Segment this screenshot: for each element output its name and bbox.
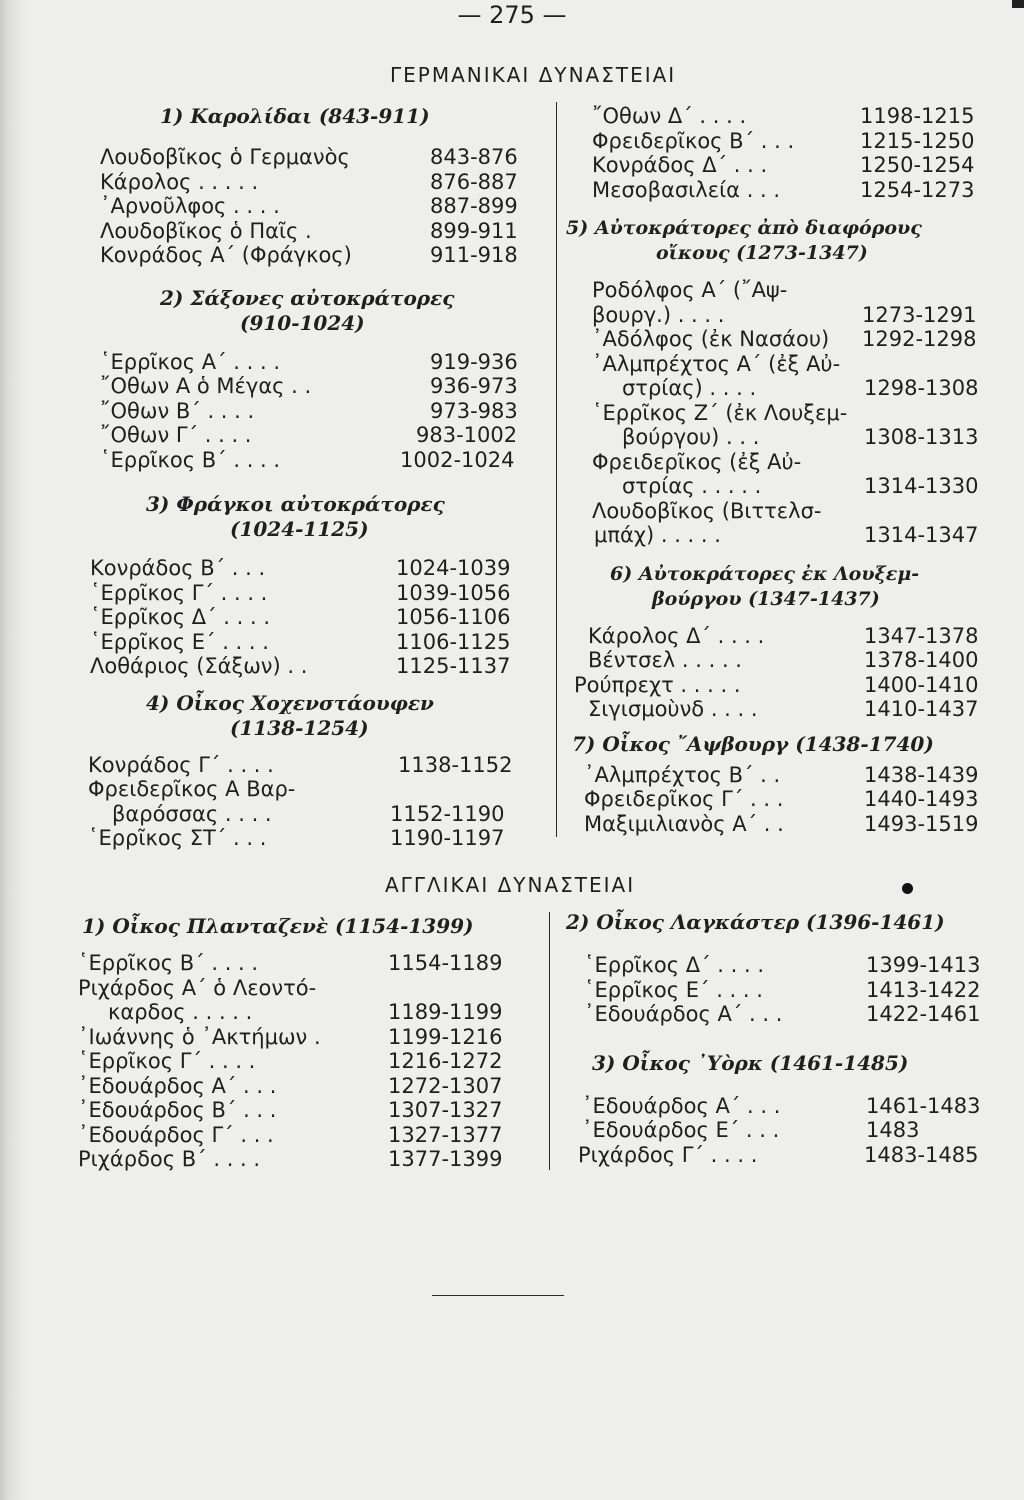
ruler-dates: 1292-1298 (862, 327, 977, 351)
ruler-name: ῾Ερρῖκος Δ΄ . . . . (584, 953, 765, 977)
ruler-row (582, 1094, 1006, 1119)
ruler-name: ῾Ερρῖκος Ε΄ . . . . (584, 977, 763, 1002)
ruler-dates: 1493-1519 (864, 811, 979, 836)
ruler-dates: 1327-1377 (388, 1122, 503, 1147)
ruler-row (574, 672, 1006, 698)
ruler-name: ᾿Εδουάρδος Α΄ . . . (584, 1002, 783, 1026)
ruler-dates: 1307-1327 (388, 1098, 503, 1122)
ruler-row (584, 787, 1006, 812)
ruler-dates: 1154-1189 (388, 951, 503, 975)
ruler-dates: 1138-1152 (398, 752, 513, 777)
ruler-name: βούργου) . . . (622, 425, 760, 449)
german-dynasties-heading: ΓΕΡΜΑΝΙΚΑΙ ΔΥΝΑΣΤΕΙΑΙ (390, 63, 677, 87)
ruler-dates: 1314-1347 (864, 523, 979, 547)
ruler-name: Ριχάρδος Α΄ ὁ Λεοντό- (78, 975, 317, 1000)
section-title-dates: βούργου (1347-1437) (652, 587, 880, 610)
ruler-name: ᾿Εδουάρδος Γ΄ . . . (78, 1122, 274, 1147)
ruler-row (78, 976, 543, 1001)
ruler-row (592, 153, 1006, 178)
section-title: 6) Αὐτοκράτορες ἐκ Λουξεμ- (610, 562, 920, 585)
german-left-column (80, 104, 545, 851)
ruler-name: Κάρολος . . . . . (100, 169, 259, 194)
english-right-column (566, 910, 1006, 1167)
ruler-name: ῎Οθων Α ὁ Μέγας . . (100, 374, 312, 398)
ruler-row (592, 178, 1006, 203)
ruler-name: Ριχάρδος Β΄ . . . . (78, 1147, 261, 1171)
ruler-name: Ριχάρδος Γ΄ . . . . (578, 1142, 758, 1167)
ruler-name: ῾Ερρῖκος Γ΄ . . . . (78, 1049, 256, 1073)
ruler-row (90, 654, 545, 679)
ruler-row (88, 826, 545, 851)
ruler-row (100, 374, 545, 399)
english-column-divider (549, 912, 550, 1170)
section-title: 1) Οἶκος Πλανταζενὲ (1154-1399) (82, 914, 474, 938)
ruler-dates: 887-899 (430, 194, 518, 218)
german-right-column (566, 104, 1006, 836)
ruler-name: Ροδόλφος Α΄ (῎Αψ- (592, 278, 788, 302)
ruler-name: ᾿Ιωάννης ὁ ᾿Ακτήμων . (78, 1024, 321, 1049)
page-number: — 275 — (457, 1, 567, 29)
ruler-name: βαρόσσας . . . . (112, 801, 272, 826)
ruler-dates: 1106-1125 (396, 629, 511, 654)
ruler-name: ῾Ερρῖκος Γ΄ . . . . (90, 580, 268, 605)
ruler-row (584, 812, 1006, 837)
ruler-dates: 1413-1422 (866, 977, 981, 1002)
ruler-name: Φρειδερῖκος (ἐξ Αὐ- (592, 449, 802, 474)
ruler-dates: 1461-1483 (866, 1093, 981, 1118)
footer-rule (432, 1295, 564, 1296)
ruler-row (578, 1142, 1006, 1168)
ruler-name: ῾Ερρῖκος Δ΄ . . . . (90, 605, 271, 629)
ruler-name: ῾Ερρῖκος ΣΤ΄ . . . (88, 826, 267, 850)
ruler-dates: 899-911 (430, 218, 518, 243)
ruler-name: ῾Ερρῖκος Ε΄ . . . . (90, 629, 269, 654)
ruler-dates: 876-887 (430, 169, 518, 194)
ruler-row (584, 763, 1006, 788)
ruler-row (90, 556, 545, 581)
ruler-name: Φρειδερῖκος Β΄ . . . (592, 128, 795, 153)
ruler-name: ῾Ερρῖκος Β΄ . . . . (78, 951, 259, 975)
section-hohenstaufen-continued (592, 104, 1006, 202)
ruler-dates: 1254-1273 (860, 177, 975, 202)
ruler-dates: 919-936 (430, 349, 518, 374)
ruler-name: ῎Οθων Β΄ . . . . (100, 398, 255, 423)
page-edge-shadow (0, 0, 26, 1500)
section-frankish-emperors (90, 492, 545, 679)
ruler-row (90, 581, 545, 606)
section-habsburg (566, 732, 1006, 837)
ruler-name: Μαξιμιλιανὸς Α΄ . . (584, 811, 784, 836)
ruler-row (588, 624, 1006, 649)
ruler-row (100, 170, 545, 195)
ruler-dates: 1190-1197 (390, 826, 505, 850)
ruler-dates: 1410-1437 (864, 697, 979, 721)
ruler-name: Κονράδος Γ΄ . . . . (88, 752, 274, 777)
ruler-dates: 1215-1250 (860, 128, 975, 153)
section-carolingians (100, 104, 545, 268)
ruler-dates: 1125-1137 (396, 654, 511, 678)
ruler-row (78, 1000, 543, 1025)
section-title: 5) Αὐτοκράτορες ἀπὸ διαφόρους (566, 217, 922, 239)
ruler-dates: 1273-1291 (862, 302, 977, 327)
section-title-dates: (910-1024) (240, 310, 365, 335)
ruler-name: Λοθάριος (Σάξων) . . (90, 654, 308, 678)
ruler-dates: 1039-1056 (396, 580, 511, 605)
ruler-row (100, 145, 545, 170)
ruler-name: καρδος . . . . . (108, 1000, 253, 1024)
ruler-row (584, 1002, 1006, 1027)
section-title: 2) Οἶκος Λαγκάστερ (1396-1461) (566, 910, 945, 934)
ruler-name: ᾿Εδουάρδος Α΄ . . . (78, 1073, 277, 1098)
ruler-dates: 1399-1413 (866, 953, 981, 977)
ruler-dates: 1400-1410 (864, 672, 979, 697)
ruler-dates: 843-876 (430, 145, 518, 169)
ruler-name: ᾿Αλμπρέχτος Β΄ . . (584, 762, 781, 787)
ruler-row (78, 1123, 543, 1148)
ruler-row (592, 425, 1006, 450)
ruler-dates: 1378-1400 (864, 648, 979, 672)
ruler-dates: 1308-1313 (864, 425, 979, 449)
ruler-dates: 1024-1039 (396, 556, 511, 580)
ruler-row (90, 630, 545, 655)
ruler-name: βουργ.) . . . . (592, 302, 725, 327)
ruler-dates: 1438-1439 (864, 762, 979, 787)
ruler-row (100, 448, 545, 473)
ruler-name: στρίας) . . . . (622, 376, 757, 400)
ruler-row (78, 1025, 543, 1050)
ruler-name: ῾Ερρῖκος Α΄ . . . . (100, 349, 281, 374)
ruler-name: Λουδοβῖκος ὁ Γερμανὸς (100, 145, 350, 169)
ruler-name: στρίας . . . . . (622, 474, 762, 498)
ruler-name: Κονράδος Α΄ (Φράγκος) (100, 243, 352, 267)
ruler-name: ᾿Αλμπρέχτος Α΄ (ἐξ Αὐ- (592, 351, 841, 376)
ruler-dates: 1002-1024 (400, 447, 515, 472)
ruler-dates: 1272-1307 (388, 1073, 503, 1098)
section-luxembourg (566, 562, 1006, 722)
section-title-dates: οἴκους (1273-1347) (656, 242, 868, 264)
section-hohenstaufen (88, 691, 545, 851)
ruler-dates: 1199-1216 (388, 1024, 503, 1049)
ruler-row (592, 327, 1006, 352)
ruler-name: ῎Οθων Γ΄ . . . . (100, 423, 252, 447)
ruler-row (592, 401, 1006, 426)
ruler-name: Λουδοβῖκος ὁ Παῖς . (100, 218, 312, 243)
ruler-name: Λουδοβῖκος (Βιττελσ- (592, 498, 822, 523)
ruler-name: ᾿Εδουάρδος Ε΄ . . . (582, 1118, 780, 1142)
ruler-dates: 1483 (866, 1118, 920, 1142)
section-title: 3) Φράγκοι αὐτοκράτορες (146, 492, 445, 516)
ruler-row (90, 605, 545, 630)
ruler-dates: 973-983 (430, 398, 518, 423)
section-title: 2) Σάξονες αὐτοκράτορες (160, 285, 455, 310)
ruler-dates: 1377-1399 (388, 1147, 503, 1171)
ruler-dates: 1216-1272 (388, 1049, 503, 1073)
ruler-row (592, 474, 1006, 499)
ruler-row (584, 953, 1006, 978)
german-column-divider (556, 102, 557, 837)
ruler-name: Σιγισμοὺνδ . . . . (588, 697, 758, 721)
ruler-row (592, 104, 1006, 129)
ruler-name: Φρειδερῖκος Γ΄ . . . (584, 787, 784, 811)
ruler-dates: 1314-1330 (864, 474, 979, 498)
ruler-dates: 1483-1485 (864, 1142, 979, 1167)
ruler-name: Κονράδος Δ΄ . . . (592, 153, 768, 177)
ruler-name: Βέντσελ . . . . . (588, 648, 742, 672)
section-title: 1) Καρολίδαι (843-911) (160, 104, 430, 128)
ruler-dates: 1440-1493 (864, 787, 979, 811)
ruler-name: Κάρολος Δ΄ . . . . (588, 623, 765, 648)
ruler-name: Φρειδερῖκος Α Βαρ- (88, 777, 296, 801)
section-title: 3) Οἶκος ᾿Υὸρκ (1461-1485) (592, 1050, 909, 1075)
ruler-name: ᾿Εδουάρδος Α΄ . . . (582, 1093, 781, 1118)
ruler-name: μπάχ) . . . . . (594, 523, 721, 547)
ruler-row (100, 399, 545, 424)
ruler-row (592, 278, 1006, 303)
ruler-row (78, 951, 543, 976)
ruler-row (592, 129, 1006, 154)
ruler-dates: 1189-1199 (388, 1000, 503, 1024)
ruler-dates: 936-973 (430, 374, 518, 398)
section-various-houses (566, 216, 1006, 548)
ruler-row (88, 777, 545, 802)
ruler-row (592, 352, 1006, 377)
ruler-dates: 1056-1106 (396, 605, 511, 629)
ruler-row (78, 1049, 543, 1074)
ruler-name: Ρούπρεχτ . . . . . (574, 672, 741, 697)
ruler-row (78, 1147, 543, 1172)
ruler-row (592, 450, 1006, 475)
ruler-dates: 1152-1190 (390, 801, 505, 826)
ruler-row (100, 194, 545, 219)
ruler-row (100, 350, 545, 375)
section-lancaster (566, 910, 1006, 1027)
ruler-dates: 1198-1215 (860, 104, 975, 128)
ruler-name: Μεσοβασιλεία . . . (592, 177, 781, 202)
ruler-row (592, 499, 1006, 524)
section-title-dates: (1024-1125) (230, 517, 369, 541)
section-saxons (100, 286, 545, 473)
ruler-row (88, 802, 545, 827)
ruler-row (588, 648, 1006, 673)
ruler-dates: 1298-1308 (864, 376, 979, 400)
ruler-dates: 1250-1254 (860, 153, 975, 177)
ruler-row (78, 1098, 543, 1123)
ruler-row (584, 978, 1006, 1003)
ink-dot (902, 883, 913, 894)
ruler-row (588, 697, 1006, 722)
section-york (566, 1051, 1006, 1168)
ruler-name: Κονράδος Β΄ . . . (90, 556, 266, 580)
ruler-name: ῾Ερρῖκος Ζ΄ (ἐκ Λουξεμ- (592, 400, 848, 425)
ruler-dates: 983-1002 (416, 423, 518, 447)
ruler-dates: 1422-1461 (866, 1002, 981, 1026)
ruler-row (592, 376, 1006, 401)
ruler-name: ᾿Αρνοῦλφος . . . . (100, 194, 280, 218)
ruler-row (592, 303, 1006, 328)
section-title: 7) Οἶκος ῎Αψβουργ (1438-1740) (572, 731, 934, 756)
section-title-dates: (1138-1254) (230, 715, 369, 740)
english-left-column (78, 914, 543, 1172)
ruler-name: ᾿Αδόλφος (ἐκ Νασάου) (592, 327, 830, 351)
ruler-row (100, 423, 545, 448)
ruler-row (592, 523, 1006, 548)
ruler-row (100, 219, 545, 244)
ruler-row (88, 753, 545, 778)
ruler-name: ᾿Εδουάρδος Β΄ . . . (78, 1098, 277, 1122)
ruler-row (100, 243, 545, 268)
ruler-dates: 911-918 (430, 243, 518, 267)
ruler-name: ῾Ερρῖκος Β΄ . . . . (100, 447, 281, 472)
ruler-name: ῎Οθων Δ΄ . . . . (592, 104, 747, 128)
ruler-row (582, 1118, 1006, 1143)
ruler-dates: 1347-1378 (864, 623, 979, 648)
section-title: 4) Οἶκος Χοχενστάουφεν (146, 690, 434, 715)
english-dynasties-heading: ΑΓΓΛΙΚΑΙ ΔΥΝΑΣΤΕΙΑΙ (385, 873, 636, 897)
ruler-row (78, 1074, 543, 1099)
